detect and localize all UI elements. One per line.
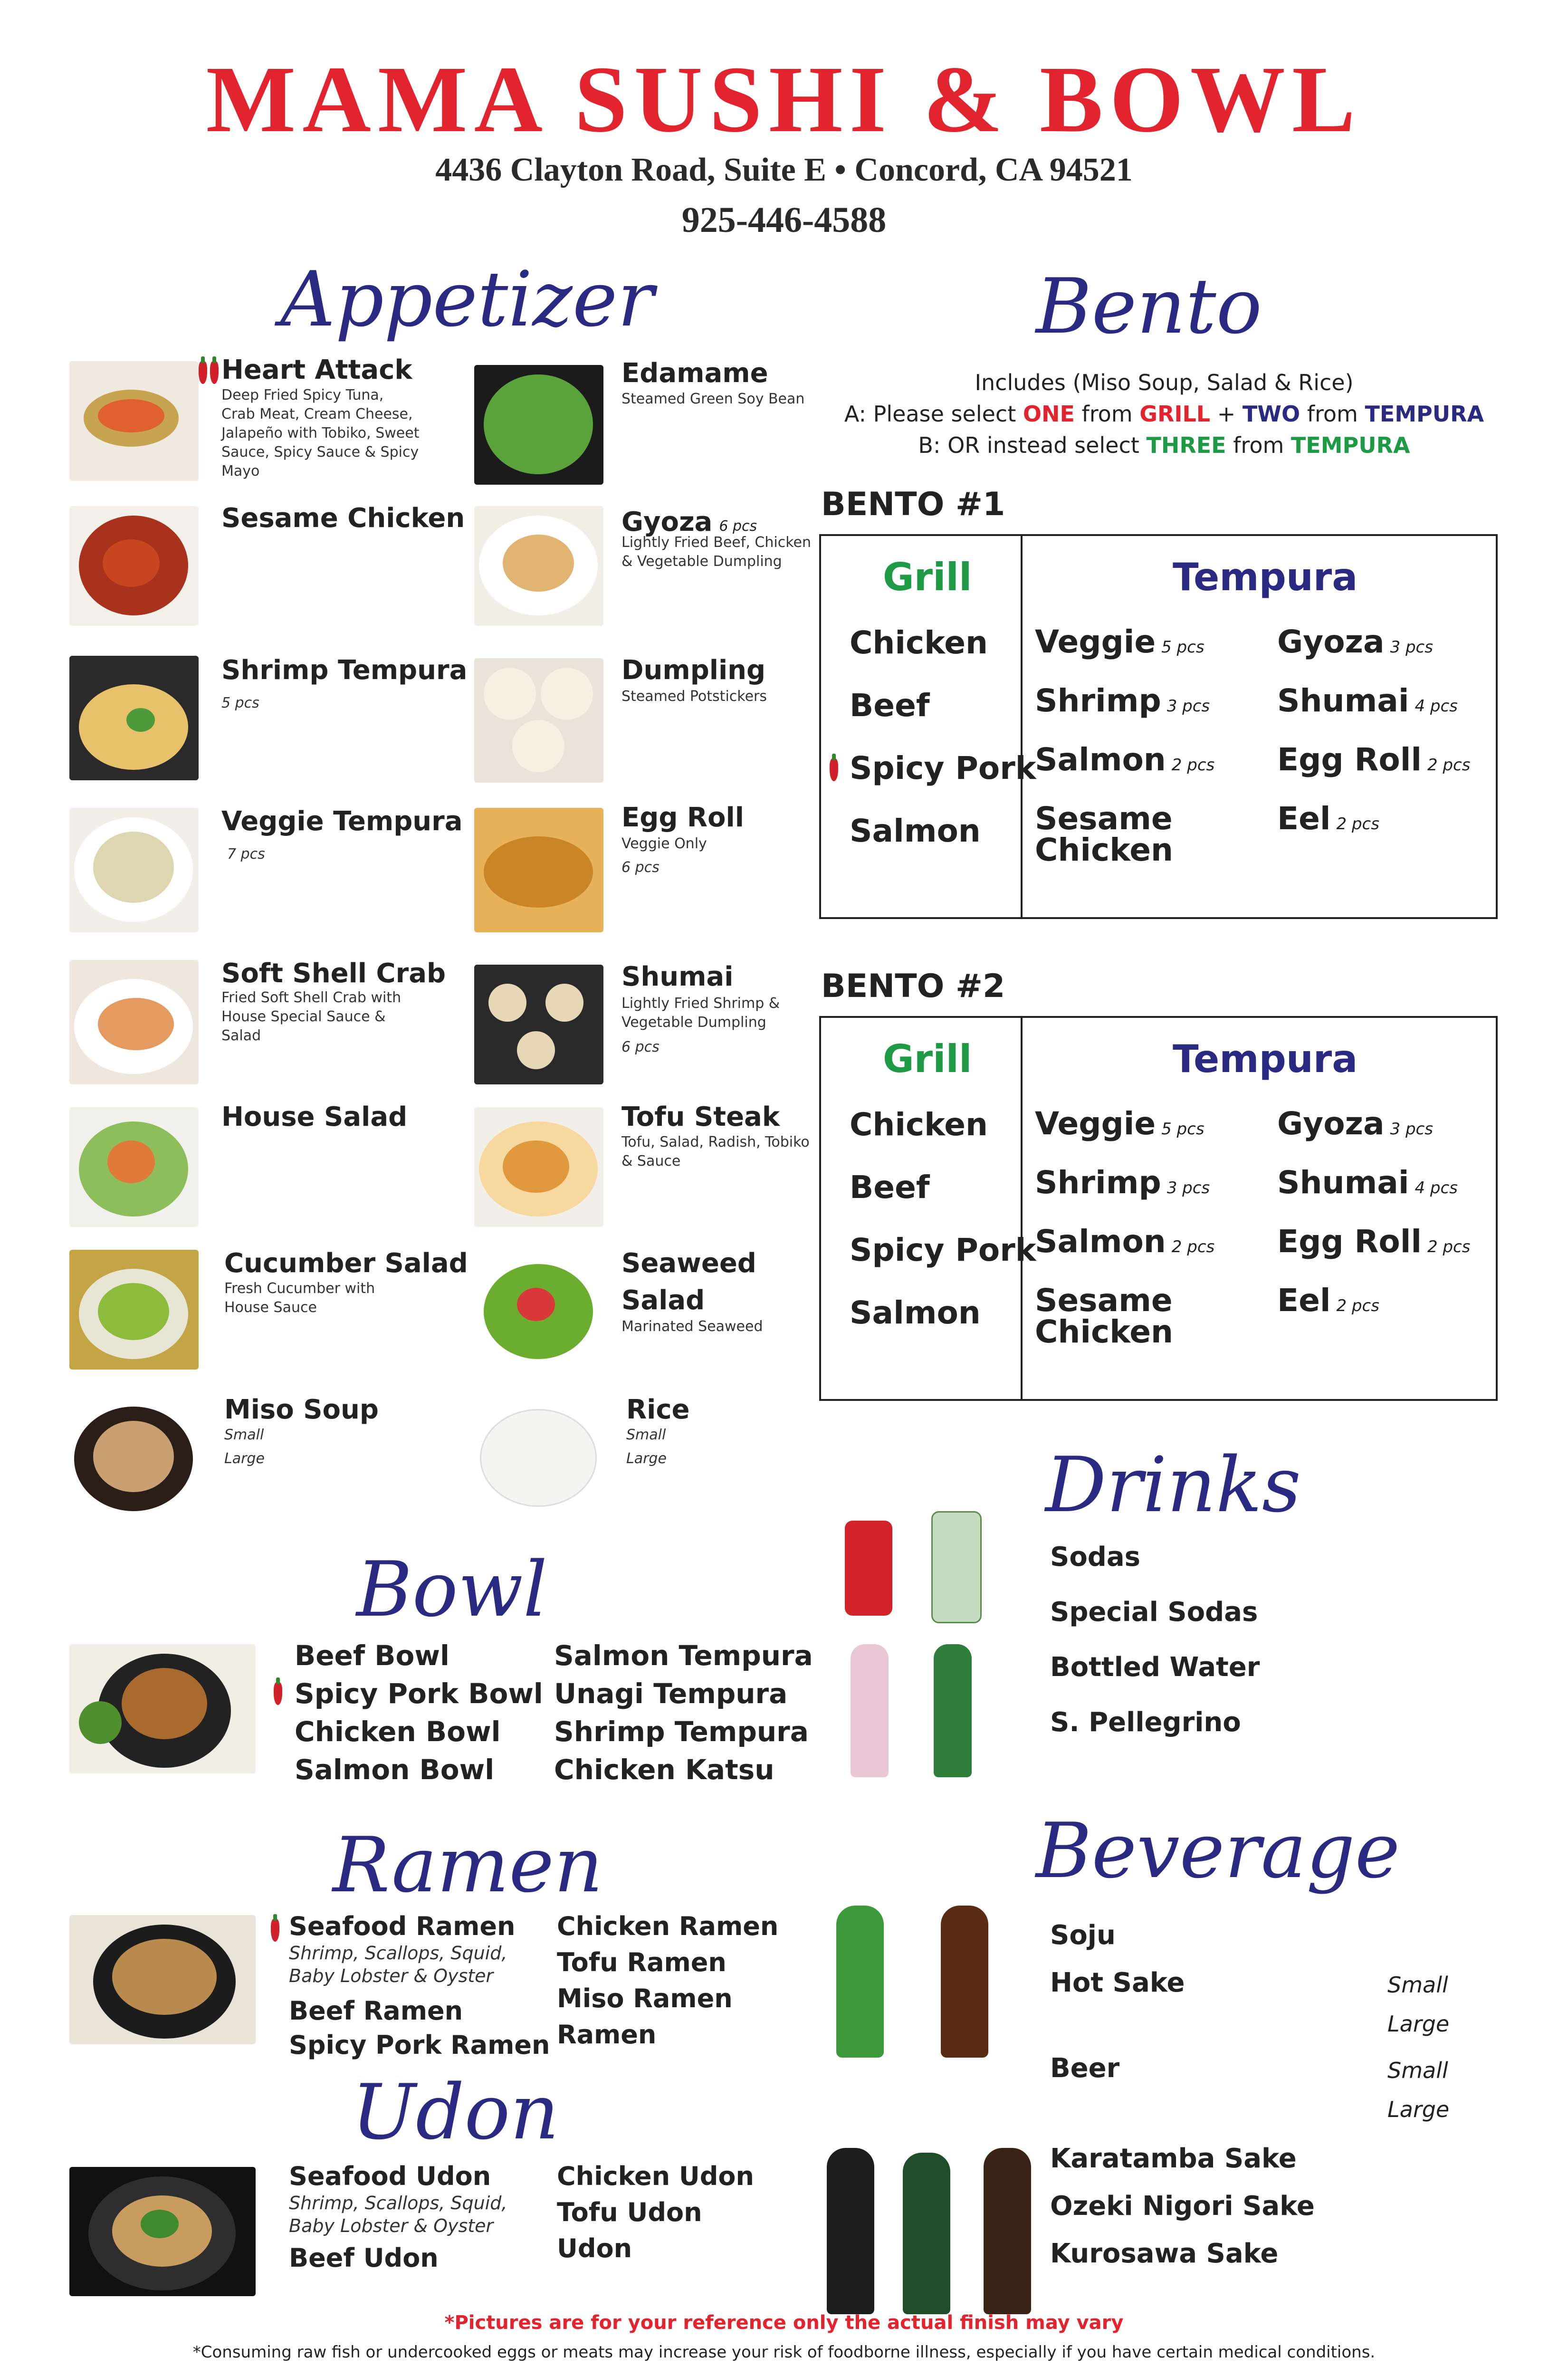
shumai-photo: [474, 965, 603, 1084]
udon-item: Chicken Udon: [557, 2161, 754, 2191]
grill-item: Chicken: [850, 1106, 988, 1143]
bento-2-table: [819, 1016, 1498, 1401]
tempura-item: Egg Roll 2 pcs: [1277, 1223, 1471, 1260]
health-disclaimer: *Consuming raw fish or undercooked eggs or meats may increase your risk of foodborne illness, especially if you have certain medical conditions.: [192, 2343, 1376, 2362]
heart-attack-photo: [69, 361, 199, 481]
beverage-title: Beverage: [1036, 1806, 1400, 1895]
grill-item: Salmon: [850, 813, 981, 849]
tempura-item: Salmon 2 pcs: [1035, 741, 1215, 778]
tempura-item: Egg Roll 2 pcs: [1277, 741, 1471, 778]
appetizer-desc: 5 pcs: [221, 695, 259, 711]
chili-pepper-icon: [199, 361, 207, 384]
ramen-item-desc: Shrimp, Scallops, Squid, Baby Lobster & Oyster: [289, 1943, 507, 1986]
beverage-item: Hot Sake: [1050, 1967, 1185, 1998]
appetizer-name: House Salad: [221, 1102, 408, 1132]
udon-item: Udon: [557, 2233, 632, 2263]
appetizer-desc: Fresh Cucumber with House Sauce: [224, 1280, 375, 1316]
tempura-item: Shrimp 3 pcs: [1035, 682, 1210, 719]
bento-1-label: BENTO #1: [821, 486, 1005, 523]
drink-item: Special Sodas: [1050, 1597, 1258, 1628]
appetizer-name: Shrimp Tempura: [221, 655, 468, 686]
beverage-item: Soju: [1050, 1920, 1116, 1951]
grill-item: Chicken: [850, 624, 988, 661]
appetizer-name: Cucumber Salad: [224, 1248, 468, 1279]
restaurant-address: 4436 Clayton Road, Suite E • Concord, CA 94521: [435, 152, 1133, 188]
tempura-item: Veggie 5 pcs: [1035, 1105, 1205, 1142]
size-label: Large: [1387, 2097, 1450, 2122]
appetizer-name: Heart Attack: [221, 354, 412, 385]
grill-item: Spicy Pork: [850, 750, 1036, 786]
size-label: Small: [1387, 1972, 1448, 1998]
udon-item: Seafood Udon: [289, 2161, 491, 2191]
beverage-item: Karatamba Sake: [1050, 2143, 1297, 2174]
appetizer-name: Shumai: [621, 961, 734, 992]
bowl-item: Salmon Bowl: [295, 1753, 495, 1786]
appetizer-desc: Tofu, Salad, Radish, Tobiko & Sauce: [621, 1134, 810, 1169]
beverage-item: Ozeki Nigori Sake: [1050, 2191, 1315, 2222]
grill-heading: Grill: [883, 1037, 972, 1081]
ramen-item: Chicken Ramen: [557, 1911, 779, 1941]
veggie-tempura-photo: [69, 808, 199, 932]
udon-photo: [69, 2167, 256, 2296]
tempura-item: Sesame Chicken: [1035, 1282, 1174, 1350]
appetizer-desc: Small: [626, 1427, 666, 1443]
tofu-steak-photo: [474, 1107, 603, 1227]
appetizer-name: Sesame Chicken: [221, 503, 465, 534]
bento-divider: [1021, 1018, 1023, 1399]
bento-2-label: BENTO #2: [821, 968, 1005, 1005]
drink-item: Sodas: [1050, 1542, 1141, 1572]
chili-pepper-icon: [830, 758, 838, 781]
size-label: Large: [1387, 2011, 1450, 2037]
ramune-bottle-image: [851, 1644, 889, 1777]
tempura-item: Shrimp 3 pcs: [1035, 1164, 1210, 1201]
udon-item: Beef Udon: [289, 2243, 439, 2273]
appetizer-desc: Deep Fried Spicy Tuna, Crab Meat, Cream Cheese, Jalapeño with Tobiko, Sweet Sauce, Spicy Sauce & Spicy Mayo: [221, 387, 420, 479]
tempura-item: Shumai 4 pcs: [1277, 1164, 1458, 1201]
ramen-item: Spicy Pork Ramen: [289, 2030, 550, 2060]
cucumber-salad-photo: [69, 1250, 199, 1370]
restaurant-name: MAMA SUSHI & BOWL: [206, 47, 1362, 152]
appetizer-desc: Marinated Seaweed: [621, 1318, 763, 1335]
appetizer-name: Veggie Tempura: [221, 806, 463, 837]
grill-item: Salmon: [850, 1294, 981, 1331]
chili-pepper-icon: [210, 361, 219, 384]
appetizer-desc: Large: [626, 1450, 667, 1467]
tempura-item: Salmon 2 pcs: [1035, 1223, 1215, 1260]
appetizer-desc: Small: [224, 1427, 264, 1443]
picture-disclaimer: *Pictures are for your reference only the actual finish may vary: [444, 2312, 1124, 2334]
grill-heading: Grill: [883, 555, 972, 599]
ramen-photo: [69, 1915, 256, 2044]
tempura-heading: Tempura: [1173, 555, 1358, 599]
appetizer-desc: 7 pcs: [227, 846, 265, 862]
bento-option-b: B: OR instead select THREE from TEMPURA: [918, 432, 1410, 458]
karatamba-sake-bottle-image: [827, 2148, 874, 2314]
bento-option-a: A: Please select ONE from GRILL + TWO from TEMPURA: [844, 401, 1484, 427]
bowl-item: Chicken Katsu: [554, 1753, 774, 1786]
ramen-item: Miso Ramen: [557, 1983, 733, 2013]
rice-photo: [470, 1395, 603, 1514]
appetizer-name: Miso Soup: [224, 1394, 379, 1425]
gyoza-photo: [474, 506, 603, 626]
appetizer-desc: Veggie Only: [621, 835, 707, 852]
shrimp-tempura-photo: [69, 656, 199, 780]
tempura-heading: Tempura: [1173, 1037, 1358, 1081]
appetizer-desc: Lightly Fried Shrimp & Vegetable Dumpling: [621, 995, 780, 1031]
edamame-photo: [474, 365, 603, 485]
beer-bottle-image: [941, 1906, 988, 2058]
ramen-title: Ramen: [333, 1820, 603, 1909]
bento-title: Bento: [1036, 262, 1262, 351]
soju-bottle-image: [836, 1906, 884, 2058]
grill-item: Beef: [850, 687, 930, 724]
appetizer-desc: Large: [224, 1450, 265, 1467]
tempura-item: Veggie 5 pcs: [1035, 623, 1205, 660]
chili-pepper-icon: [274, 1682, 282, 1705]
seaweed-salad-photo: [474, 1250, 603, 1370]
dumpling-photo: [474, 658, 603, 783]
tempura-item: Sesame Chicken: [1035, 800, 1174, 868]
cola-can-image: [845, 1521, 892, 1616]
appetizer-desc: Fried Soft Shell Crab with House Special Sauce & Salad: [221, 989, 402, 1044]
soft-shell-crab-photo: [69, 960, 199, 1084]
drinks-title: Drinks: [1045, 1440, 1301, 1529]
bowl-item: Salmon Tempura: [554, 1639, 813, 1672]
udon-item: Tofu Udon: [557, 2197, 702, 2227]
restaurant-phone: 925-446-4588: [681, 200, 887, 240]
appetizer-name: Rice: [626, 1394, 690, 1425]
appetizer-name: Soft Shell Crab: [221, 958, 446, 989]
appetizer-name: Egg Roll: [621, 802, 744, 833]
appetizer-name: Edamame: [621, 358, 768, 389]
ramen-item: Tofu Ramen: [557, 1947, 727, 1977]
bento-1-table: [819, 534, 1498, 919]
beverage-item: Kurosawa Sake: [1050, 2238, 1279, 2269]
green-tea-can-image: [931, 1511, 982, 1623]
tempura-item: Shumai 4 pcs: [1277, 682, 1458, 719]
bento-includes-line: Includes (Miso Soup, Salad & Rice): [975, 370, 1354, 395]
ramen-item: Seafood Ramen: [289, 1911, 516, 1941]
appetizer-desc: 6 pcs: [621, 859, 660, 876]
appetizer-name: Dumpling: [621, 655, 766, 686]
sesame-chicken-photo: [69, 506, 199, 626]
bowl-item: Spicy Pork Bowl: [295, 1677, 543, 1710]
appetizer-desc: Steamed Potstickers: [621, 688, 767, 705]
appetizer-desc: 6 pcs: [621, 1039, 660, 1055]
house-salad-photo: [69, 1107, 199, 1227]
size-label: Small: [1387, 2058, 1448, 2083]
bowl-item: Unagi Tempura: [554, 1677, 788, 1710]
appetizer-title: Appetizer: [280, 255, 654, 344]
tempura-item: Gyoza 3 pcs: [1277, 623, 1433, 660]
bowl-item: Beef Bowl: [295, 1639, 449, 1672]
appetizer-desc: Lightly Fried Beef, Chicken & Vegetable Dumpling: [621, 534, 811, 570]
bowl-item: Chicken Bowl: [295, 1715, 501, 1748]
bowl-item: Shrimp Tempura: [554, 1715, 809, 1748]
egg-roll-photo: [474, 808, 603, 932]
appetizer-desc: Steamed Green Soy Bean: [621, 391, 805, 407]
bowl-photo: [69, 1644, 256, 1773]
appetizer-name: Seaweed: [621, 1248, 756, 1279]
appetizer-name: Gyoza 6 pcs: [621, 507, 757, 537]
appetizer-name: Tofu Steak: [621, 1102, 780, 1132]
drink-item: Bottled Water: [1050, 1652, 1260, 1683]
ramen-item: Ramen: [557, 2020, 657, 2050]
udon-item-desc: Shrimp, Scallops, Squid, Baby Lobster & Oyster: [289, 2193, 507, 2236]
miso-soup-photo: [69, 1397, 199, 1517]
bento-instructions: [808, 367, 1520, 461]
drink-item: S. Pellegrino: [1050, 1707, 1241, 1738]
bento-divider: [1021, 536, 1023, 917]
udon-title: Udon: [352, 2068, 559, 2156]
grill-item: Spicy Pork: [850, 1232, 1036, 1268]
tempura-item: Eel 2 pcs: [1277, 1282, 1379, 1319]
grill-item: Beef: [850, 1169, 930, 1206]
tempura-item: Gyoza 3 pcs: [1277, 1105, 1433, 1142]
appetizer-name: Salad: [621, 1285, 705, 1316]
pellegrino-bottle-image: [934, 1644, 972, 1777]
ozeki-sake-bottle-image: [903, 2153, 950, 2314]
ramen-item: Beef Ramen: [289, 1996, 463, 2026]
chili-pepper-icon: [271, 1919, 279, 1942]
tempura-item: Eel 2 pcs: [1277, 800, 1379, 837]
beverage-item: Beer: [1050, 2053, 1120, 2084]
bowl-title: Bowl: [356, 1545, 548, 1634]
kurosawa-sake-bottle-image: [984, 2148, 1031, 2314]
